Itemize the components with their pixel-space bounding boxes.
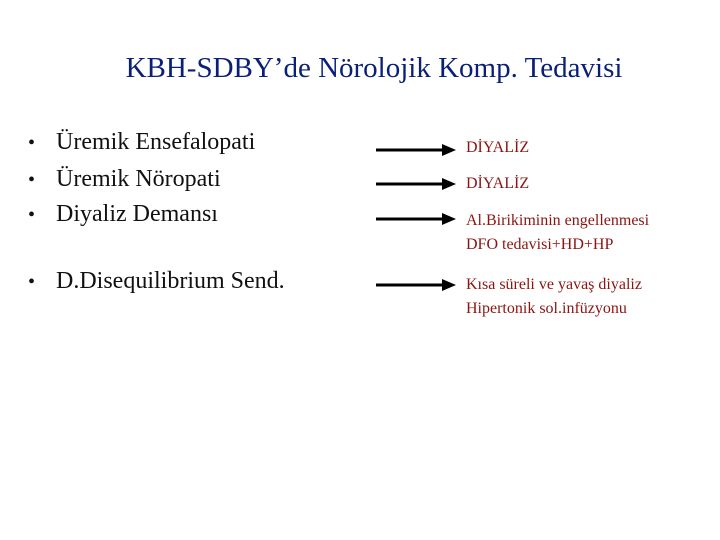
slide-title: KBH-SDBY’de Nörolojik Komp. Tedavisi: [125, 52, 623, 84]
bullet-label: D.Disequilibrium Send.: [56, 268, 285, 294]
result-line: DİYALİZ: [466, 139, 530, 156]
result-line: Hipertonik sol.infüzyonu: [466, 300, 627, 317]
bullet-item-uremik-ensefalopati: [28, 129, 255, 156]
result-text-diyaliz: [466, 136, 529, 160]
result-text-aluminyum: [466, 209, 649, 257]
right-arrow-icon: [376, 143, 456, 157]
bullet-label: Üremik Ensefalopati: [56, 129, 256, 155]
right-arrow-icon: [376, 177, 456, 191]
bullet-dot: •: [28, 271, 36, 293]
bullet-label: Diyaliz Demansı: [56, 201, 218, 227]
result-line: Kısa süreli ve yavaş diyaliz: [466, 276, 642, 293]
bullet-dot: •: [28, 132, 36, 154]
right-arrow-icon: [376, 212, 456, 226]
result-line: DİYALİZ: [466, 175, 530, 192]
bullet-item-diyaliz-demansi: [28, 201, 218, 228]
bullet-dot: •: [28, 169, 36, 191]
result-text-diyaliz: [466, 172, 529, 196]
result-line: DFO tedavisi+HD+HP: [466, 236, 614, 253]
bullet-item-uremik-noropati: [28, 166, 221, 193]
right-arrow-icon: [376, 278, 456, 292]
bullet-item-disequilibrium: [28, 268, 285, 295]
bullet-dot: •: [28, 204, 36, 226]
result-line: Al.Birikiminin engellenmesi: [466, 212, 650, 229]
result-text-kisa-sureli: [466, 273, 642, 321]
bullet-label: Üremik Nöropati: [56, 166, 221, 192]
